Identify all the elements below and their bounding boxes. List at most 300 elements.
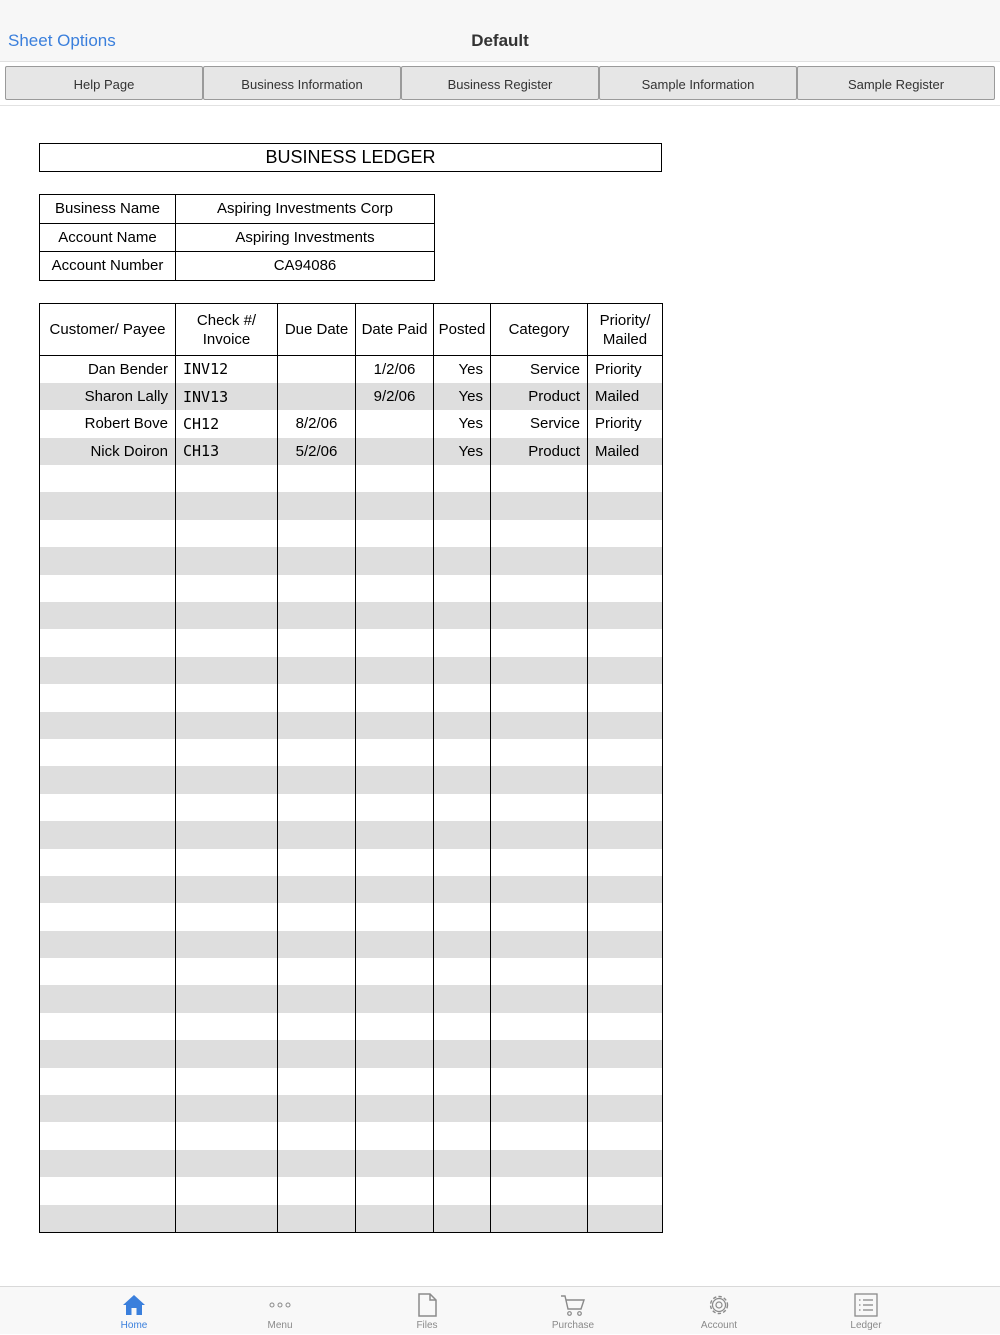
bottom-tab-bar bbox=[0, 1286, 1000, 1334]
invoice-cell[interactable] bbox=[176, 1040, 278, 1067]
priority-cell[interactable] bbox=[588, 465, 663, 492]
invoice-cell[interactable] bbox=[176, 739, 278, 766]
posted-cell[interactable] bbox=[434, 657, 491, 684]
posted-cell[interactable] bbox=[434, 876, 491, 903]
payee-cell[interactable]: Dan Bender bbox=[40, 356, 176, 383]
due-date-cell[interactable] bbox=[278, 849, 356, 876]
list-icon bbox=[853, 1292, 879, 1318]
tab-business-information[interactable]: Business Information bbox=[203, 66, 401, 100]
category-cell[interactable]: Service bbox=[491, 356, 588, 383]
table-row bbox=[40, 383, 663, 410]
category-cell[interactable] bbox=[491, 465, 588, 492]
due-date-cell[interactable]: 5/2/06 bbox=[278, 438, 356, 465]
payee-cell[interactable] bbox=[40, 1013, 176, 1040]
posted-cell[interactable] bbox=[434, 739, 491, 766]
table-row bbox=[40, 410, 663, 437]
category-cell[interactable] bbox=[491, 1177, 588, 1204]
empty-table-row bbox=[40, 985, 663, 1012]
payee-cell[interactable] bbox=[40, 903, 176, 930]
tab-sample-information[interactable]: Sample Information bbox=[599, 66, 797, 100]
empty-table-row bbox=[40, 958, 663, 985]
date-paid-cell[interactable] bbox=[356, 547, 434, 574]
payee-cell[interactable] bbox=[40, 1177, 176, 1204]
invoice-cell[interactable] bbox=[176, 794, 278, 821]
payee-cell[interactable] bbox=[40, 1122, 176, 1149]
priority-cell[interactable] bbox=[588, 849, 663, 876]
empty-table-row bbox=[40, 1068, 663, 1095]
category-cell[interactable] bbox=[491, 766, 588, 793]
invoice-cell[interactable] bbox=[176, 657, 278, 684]
payee-cell[interactable] bbox=[40, 958, 176, 985]
empty-table-row bbox=[40, 1205, 663, 1232]
more-dots-icon bbox=[267, 1292, 293, 1318]
payee-cell[interactable] bbox=[40, 629, 176, 656]
priority-cell[interactable]: Priority bbox=[588, 410, 663, 437]
invoice-cell[interactable] bbox=[176, 492, 278, 519]
priority-cell[interactable] bbox=[588, 931, 663, 958]
due-date-cell[interactable] bbox=[278, 465, 356, 492]
category-cell[interactable]: Product bbox=[491, 383, 588, 410]
cart-icon bbox=[560, 1292, 586, 1318]
column-header[interactable]: Due Date bbox=[278, 304, 356, 356]
date-paid-cell[interactable] bbox=[356, 1150, 434, 1177]
date-paid-cell[interactable] bbox=[356, 849, 434, 876]
payee-cell[interactable] bbox=[40, 1095, 176, 1122]
column-header[interactable]: Category bbox=[491, 304, 588, 356]
empty-table-row bbox=[40, 1040, 663, 1067]
category-cell[interactable] bbox=[491, 1150, 588, 1177]
due-date-cell[interactable] bbox=[278, 821, 356, 848]
date-paid-cell[interactable] bbox=[356, 657, 434, 684]
ledger-table bbox=[39, 303, 663, 1233]
empty-table-row bbox=[40, 876, 663, 903]
category-cell[interactable] bbox=[491, 492, 588, 519]
posted-cell[interactable] bbox=[434, 712, 491, 739]
date-paid-cell[interactable] bbox=[356, 766, 434, 793]
category-cell[interactable] bbox=[491, 657, 588, 684]
payee-cell[interactable] bbox=[40, 794, 176, 821]
category-cell[interactable] bbox=[491, 1040, 588, 1067]
date-paid-cell[interactable] bbox=[356, 575, 434, 602]
tabbar-label: Ledger bbox=[850, 1320, 882, 1331]
payee-cell[interactable]: Sharon Lally bbox=[40, 383, 176, 410]
priority-cell[interactable] bbox=[588, 492, 663, 519]
payee-cell[interactable] bbox=[40, 575, 176, 602]
category-cell[interactable] bbox=[491, 1013, 588, 1040]
due-date-cell[interactable] bbox=[278, 629, 356, 656]
due-date-cell[interactable] bbox=[278, 356, 356, 383]
priority-cell[interactable] bbox=[588, 739, 663, 766]
category-cell[interactable] bbox=[491, 602, 588, 629]
payee-cell[interactable] bbox=[40, 1068, 176, 1095]
date-paid-cell[interactable] bbox=[356, 958, 434, 985]
posted-cell[interactable] bbox=[434, 602, 491, 629]
invoice-cell[interactable] bbox=[176, 575, 278, 602]
posted-cell[interactable] bbox=[434, 849, 491, 876]
category-cell[interactable] bbox=[491, 821, 588, 848]
invoice-cell[interactable] bbox=[176, 903, 278, 930]
due-date-cell[interactable] bbox=[278, 739, 356, 766]
payee-cell[interactable] bbox=[40, 1150, 176, 1177]
payee-cell[interactable] bbox=[40, 739, 176, 766]
posted-cell[interactable] bbox=[434, 575, 491, 602]
empty-table-row bbox=[40, 520, 663, 547]
posted-cell[interactable]: Yes bbox=[434, 383, 491, 410]
priority-cell[interactable] bbox=[588, 1095, 663, 1122]
category-cell[interactable] bbox=[491, 958, 588, 985]
tabbar-purchase[interactable] bbox=[513, 1287, 633, 1335]
due-date-cell[interactable] bbox=[278, 684, 356, 711]
empty-table-row bbox=[40, 931, 663, 958]
invoice-cell[interactable] bbox=[176, 1122, 278, 1149]
priority-cell[interactable] bbox=[588, 602, 663, 629]
posted-cell[interactable] bbox=[434, 1040, 491, 1067]
priority-cell[interactable] bbox=[588, 1040, 663, 1067]
invoice-cell[interactable] bbox=[176, 684, 278, 711]
empty-table-row bbox=[40, 629, 663, 656]
posted-cell[interactable] bbox=[434, 821, 491, 848]
invoice-cell[interactable] bbox=[176, 1068, 278, 1095]
priority-cell[interactable] bbox=[588, 985, 663, 1012]
category-cell[interactable] bbox=[491, 1122, 588, 1149]
priority-cell[interactable] bbox=[588, 766, 663, 793]
ledger-header-row bbox=[40, 304, 663, 356]
table-row bbox=[40, 438, 663, 465]
posted-cell[interactable] bbox=[434, 629, 491, 656]
payee-cell[interactable] bbox=[40, 821, 176, 848]
invoice-cell[interactable] bbox=[176, 602, 278, 629]
date-paid-cell[interactable] bbox=[356, 739, 434, 766]
due-date-cell[interactable] bbox=[278, 931, 356, 958]
due-date-cell[interactable] bbox=[278, 1095, 356, 1122]
payee-cell[interactable] bbox=[40, 876, 176, 903]
invoice-cell[interactable] bbox=[176, 1013, 278, 1040]
payee-cell[interactable] bbox=[40, 712, 176, 739]
invoice-cell[interactable]: INV13 bbox=[176, 383, 278, 410]
date-paid-cell[interactable] bbox=[356, 520, 434, 547]
empty-table-row bbox=[40, 1013, 663, 1040]
due-date-cell[interactable] bbox=[278, 712, 356, 739]
info-key[interactable]: Business Name bbox=[40, 195, 176, 224]
due-date-cell[interactable] bbox=[278, 958, 356, 985]
invoice-cell[interactable] bbox=[176, 629, 278, 656]
tab-business-register[interactable]: Business Register bbox=[401, 66, 599, 100]
ledger-title[interactable]: BUSINESS LEDGER bbox=[39, 143, 662, 172]
due-date-cell[interactable] bbox=[278, 794, 356, 821]
category-cell[interactable] bbox=[491, 629, 588, 656]
date-paid-cell[interactable] bbox=[356, 876, 434, 903]
posted-cell[interactable] bbox=[434, 794, 491, 821]
empty-table-row bbox=[40, 575, 663, 602]
home-icon bbox=[121, 1292, 147, 1318]
payee-cell[interactable] bbox=[40, 465, 176, 492]
category-cell[interactable] bbox=[491, 903, 588, 930]
payee-cell[interactable]: Nick Doiron bbox=[40, 438, 176, 465]
empty-table-row bbox=[40, 739, 663, 766]
date-paid-cell[interactable] bbox=[356, 1068, 434, 1095]
info-row bbox=[40, 223, 435, 252]
tabbar-label: Files bbox=[416, 1320, 438, 1331]
empty-table-row bbox=[40, 492, 663, 519]
priority-cell[interactable] bbox=[588, 958, 663, 985]
priority-cell[interactable] bbox=[588, 547, 663, 574]
posted-cell[interactable] bbox=[434, 684, 491, 711]
date-paid-cell[interactable] bbox=[356, 438, 434, 465]
priority-cell[interactable] bbox=[588, 712, 663, 739]
posted-cell[interactable]: Yes bbox=[434, 438, 491, 465]
tabbar-label: Purchase bbox=[551, 1320, 595, 1331]
date-paid-cell[interactable] bbox=[356, 821, 434, 848]
posted-cell[interactable] bbox=[434, 492, 491, 519]
date-paid-cell[interactable] bbox=[356, 794, 434, 821]
invoice-cell[interactable] bbox=[176, 766, 278, 793]
invoice-cell[interactable] bbox=[176, 712, 278, 739]
priority-cell[interactable] bbox=[588, 520, 663, 547]
payee-cell[interactable] bbox=[40, 849, 176, 876]
date-paid-cell[interactable] bbox=[356, 1205, 434, 1232]
tabbar-home[interactable] bbox=[74, 1287, 194, 1335]
navigation-bar bbox=[0, 0, 1000, 62]
empty-table-row bbox=[40, 821, 663, 848]
invoice-cell[interactable] bbox=[176, 958, 278, 985]
posted-cell[interactable] bbox=[434, 520, 491, 547]
date-paid-cell[interactable] bbox=[356, 492, 434, 519]
payee-cell[interactable] bbox=[40, 492, 176, 519]
due-date-cell[interactable] bbox=[278, 1013, 356, 1040]
tab-help-page[interactable]: Help Page bbox=[5, 66, 203, 100]
invoice-cell[interactable] bbox=[176, 931, 278, 958]
posted-cell[interactable]: Yes bbox=[434, 356, 491, 383]
empty-table-row bbox=[40, 1177, 663, 1204]
invoice-cell[interactable] bbox=[176, 849, 278, 876]
category-cell[interactable] bbox=[491, 739, 588, 766]
date-paid-cell[interactable]: 9/2/06 bbox=[356, 383, 434, 410]
tabbar-ledger[interactable] bbox=[806, 1287, 926, 1335]
invoice-cell[interactable] bbox=[176, 1177, 278, 1204]
posted-cell[interactable] bbox=[434, 547, 491, 574]
invoice-cell[interactable] bbox=[176, 547, 278, 574]
due-date-cell[interactable] bbox=[278, 1122, 356, 1149]
priority-cell[interactable] bbox=[588, 629, 663, 656]
info-value[interactable]: Aspiring Investments bbox=[176, 223, 435, 252]
empty-table-row bbox=[40, 766, 663, 793]
posted-cell[interactable] bbox=[434, 958, 491, 985]
empty-table-row bbox=[40, 903, 663, 930]
empty-table-row bbox=[40, 1095, 663, 1122]
sheet-options-button[interactable]: Sheet Options bbox=[8, 31, 116, 50]
date-paid-cell[interactable] bbox=[356, 1013, 434, 1040]
priority-cell[interactable] bbox=[588, 903, 663, 930]
date-paid-cell[interactable] bbox=[356, 903, 434, 930]
category-cell[interactable]: Service bbox=[491, 410, 588, 437]
empty-table-row bbox=[40, 794, 663, 821]
due-date-cell[interactable] bbox=[278, 1177, 356, 1204]
info-key[interactable]: Account Name bbox=[40, 223, 176, 252]
posted-cell[interactable]: Yes bbox=[434, 410, 491, 437]
payee-cell[interactable] bbox=[40, 657, 176, 684]
info-row bbox=[40, 195, 435, 224]
column-header[interactable]: Date Paid bbox=[356, 304, 434, 356]
date-paid-cell[interactable] bbox=[356, 629, 434, 656]
invoice-cell[interactable] bbox=[176, 1095, 278, 1122]
due-date-cell[interactable] bbox=[278, 903, 356, 930]
priority-cell[interactable] bbox=[588, 1150, 663, 1177]
category-cell[interactable]: Product bbox=[491, 438, 588, 465]
due-date-cell[interactable] bbox=[278, 876, 356, 903]
payee-cell[interactable] bbox=[40, 520, 176, 547]
payee-cell[interactable] bbox=[40, 985, 176, 1012]
business-info-table bbox=[39, 194, 435, 281]
due-date-cell[interactable]: 8/2/06 bbox=[278, 410, 356, 437]
posted-cell[interactable] bbox=[434, 985, 491, 1012]
priority-cell[interactable] bbox=[588, 1013, 663, 1040]
tabbar-menu[interactable] bbox=[220, 1287, 340, 1335]
posted-cell[interactable] bbox=[434, 1095, 491, 1122]
posted-cell[interactable] bbox=[434, 1205, 491, 1232]
payee-cell[interactable] bbox=[40, 684, 176, 711]
tabbar-account[interactable] bbox=[659, 1287, 779, 1335]
due-date-cell[interactable] bbox=[278, 602, 356, 629]
priority-cell[interactable]: Mailed bbox=[588, 383, 663, 410]
tabbar-label: Home bbox=[120, 1320, 148, 1331]
due-date-cell[interactable] bbox=[278, 1205, 356, 1232]
posted-cell[interactable] bbox=[434, 903, 491, 930]
column-header[interactable]: Priority/ Mailed bbox=[588, 304, 663, 356]
category-cell[interactable] bbox=[491, 1068, 588, 1095]
date-paid-cell[interactable] bbox=[356, 712, 434, 739]
date-paid-cell[interactable] bbox=[356, 684, 434, 711]
category-cell[interactable] bbox=[491, 1205, 588, 1232]
date-paid-cell[interactable] bbox=[356, 931, 434, 958]
category-cell[interactable] bbox=[491, 520, 588, 547]
due-date-cell[interactable] bbox=[278, 492, 356, 519]
empty-table-row bbox=[40, 602, 663, 629]
due-date-cell[interactable] bbox=[278, 383, 356, 410]
due-date-cell[interactable] bbox=[278, 766, 356, 793]
empty-table-row bbox=[40, 657, 663, 684]
date-paid-cell[interactable] bbox=[356, 1095, 434, 1122]
invoice-cell[interactable]: CH12 bbox=[176, 410, 278, 437]
due-date-cell[interactable] bbox=[278, 657, 356, 684]
date-paid-cell[interactable] bbox=[356, 985, 434, 1012]
invoice-cell[interactable]: INV12 bbox=[176, 356, 278, 383]
category-cell[interactable] bbox=[491, 876, 588, 903]
posted-cell[interactable] bbox=[434, 931, 491, 958]
posted-cell[interactable] bbox=[434, 1150, 491, 1177]
priority-cell[interactable] bbox=[588, 876, 663, 903]
priority-cell[interactable] bbox=[588, 1205, 663, 1232]
empty-table-row bbox=[40, 1122, 663, 1149]
category-cell[interactable] bbox=[491, 931, 588, 958]
info-key[interactable]: Account Number bbox=[40, 252, 176, 281]
tab-sample-register[interactable]: Sample Register bbox=[797, 66, 995, 100]
invoice-cell[interactable] bbox=[176, 1150, 278, 1177]
posted-cell[interactable] bbox=[434, 1013, 491, 1040]
priority-cell[interactable] bbox=[588, 684, 663, 711]
priority-cell[interactable] bbox=[588, 1122, 663, 1149]
empty-table-row bbox=[40, 684, 663, 711]
category-cell[interactable] bbox=[491, 1095, 588, 1122]
due-date-cell[interactable] bbox=[278, 1040, 356, 1067]
category-cell[interactable] bbox=[491, 985, 588, 1012]
priority-cell[interactable] bbox=[588, 1177, 663, 1204]
empty-table-row bbox=[40, 1150, 663, 1177]
date-paid-cell[interactable] bbox=[356, 1177, 434, 1204]
column-header[interactable]: Customer/ Payee bbox=[40, 304, 176, 356]
priority-cell[interactable] bbox=[588, 821, 663, 848]
due-date-cell[interactable] bbox=[278, 575, 356, 602]
tabbar-files[interactable] bbox=[367, 1287, 487, 1335]
priority-cell[interactable] bbox=[588, 794, 663, 821]
posted-cell[interactable] bbox=[434, 1068, 491, 1095]
posted-cell[interactable] bbox=[434, 1177, 491, 1204]
priority-cell[interactable] bbox=[588, 657, 663, 684]
info-value[interactable]: Aspiring Investments Corp bbox=[176, 195, 435, 224]
date-paid-cell[interactable]: 1/2/06 bbox=[356, 356, 434, 383]
column-header[interactable]: Check #/ Invoice bbox=[176, 304, 278, 356]
payee-cell[interactable] bbox=[40, 931, 176, 958]
posted-cell[interactable] bbox=[434, 766, 491, 793]
category-cell[interactable] bbox=[491, 684, 588, 711]
due-date-cell[interactable] bbox=[278, 1150, 356, 1177]
page-title: Default bbox=[471, 31, 529, 50]
invoice-cell[interactable] bbox=[176, 985, 278, 1012]
payee-cell[interactable] bbox=[40, 766, 176, 793]
payee-cell[interactable]: Robert Bove bbox=[40, 410, 176, 437]
payee-cell[interactable] bbox=[40, 547, 176, 574]
info-value[interactable]: CA94086 bbox=[176, 252, 435, 281]
priority-cell[interactable] bbox=[588, 1068, 663, 1095]
ledger-body bbox=[40, 356, 663, 1233]
category-cell[interactable] bbox=[491, 575, 588, 602]
posted-cell[interactable] bbox=[434, 1122, 491, 1149]
payee-cell[interactable] bbox=[40, 1205, 176, 1232]
due-date-cell[interactable] bbox=[278, 985, 356, 1012]
category-cell[interactable] bbox=[491, 547, 588, 574]
due-date-cell[interactable] bbox=[278, 547, 356, 574]
payee-cell[interactable] bbox=[40, 1040, 176, 1067]
empty-table-row bbox=[40, 849, 663, 876]
invoice-cell[interactable]: CH13 bbox=[176, 438, 278, 465]
invoice-cell[interactable] bbox=[176, 876, 278, 903]
empty-table-row bbox=[40, 712, 663, 739]
date-paid-cell[interactable] bbox=[356, 602, 434, 629]
priority-cell[interactable]: Priority bbox=[588, 356, 663, 383]
date-paid-cell[interactable] bbox=[356, 465, 434, 492]
column-header[interactable]: Posted bbox=[434, 304, 491, 356]
invoice-cell[interactable] bbox=[176, 821, 278, 848]
empty-table-row bbox=[40, 465, 663, 492]
priority-cell[interactable]: Mailed bbox=[588, 438, 663, 465]
category-cell[interactable] bbox=[491, 712, 588, 739]
tabbar-label: Account bbox=[700, 1320, 738, 1331]
invoice-cell[interactable] bbox=[176, 465, 278, 492]
date-paid-cell[interactable] bbox=[356, 1122, 434, 1149]
category-cell[interactable] bbox=[491, 794, 588, 821]
date-paid-cell[interactable] bbox=[356, 410, 434, 437]
due-date-cell[interactable] bbox=[278, 1068, 356, 1095]
due-date-cell[interactable] bbox=[278, 520, 356, 547]
posted-cell[interactable] bbox=[434, 465, 491, 492]
invoice-cell[interactable] bbox=[176, 1205, 278, 1232]
priority-cell[interactable] bbox=[588, 575, 663, 602]
payee-cell[interactable] bbox=[40, 602, 176, 629]
tabbar-label: Menu bbox=[267, 1320, 293, 1331]
empty-table-row bbox=[40, 547, 663, 574]
category-cell[interactable] bbox=[491, 849, 588, 876]
invoice-cell[interactable] bbox=[176, 520, 278, 547]
date-paid-cell[interactable] bbox=[356, 1040, 434, 1067]
